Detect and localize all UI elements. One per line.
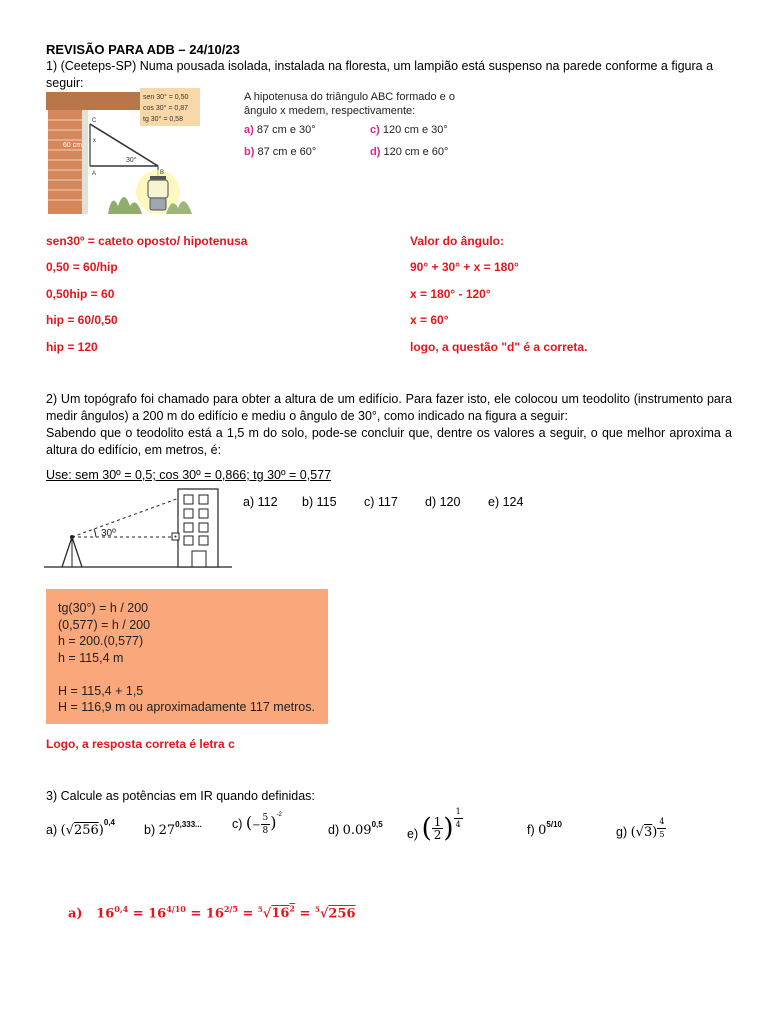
q2-statement: 2) Um topógrafo foi chamado para obter a altura de um edifício. Para fazer isto, ele colocou um teodolito (instrumento para medir ângulos) a 200 m do edifício e mediu o ângulo de 30°, como indicado na figura a seguir: xyxy=(46,392,732,423)
q1-angle-line-1: Valor do ângulo: xyxy=(410,234,505,248)
lamp-icon xyxy=(148,180,168,198)
q1-angle-line-4: x = 60° xyxy=(410,313,449,327)
x-label: x xyxy=(93,138,96,144)
q2-answer: Logo, a resposta correta é letra c xyxy=(46,737,235,751)
q3-item-c: c) (− $\frac{5}{8}$ )$^{-2}$ xyxy=(232,812,282,837)
q2-figure xyxy=(44,486,234,570)
q1-angle-line-5: logo, a questão "d" é a correta. xyxy=(410,340,588,354)
brick-wall xyxy=(48,110,82,214)
q3-item-g: g) (√3) $\frac{4}{5}$ xyxy=(616,817,665,840)
q3-solution-a: a) $16^{0,4} = 16^{4/10} = 16^{2/5} = ^5√16^2 = ^5√256$ xyxy=(68,904,356,922)
page-title: REVISÃO PARA ADB – 24/10/23 xyxy=(46,42,240,57)
q1-solution-line-3: 0,50hip = 60 xyxy=(46,287,115,301)
q1-option-d: d) 120 cm e 60° xyxy=(370,146,449,158)
q1-solution-line-5: hip = 120 xyxy=(46,340,98,354)
q3-item-b: b) $27^{0,333...}$ xyxy=(144,820,202,838)
q2-option-e: e) 124 xyxy=(488,495,524,509)
c-label: C xyxy=(92,118,97,124)
q1-solution-line-4: hip = 60/0,50 xyxy=(46,313,118,327)
q1-statement: 1) (Ceeteps-SP) Numa pousada isolada, instalada na floresta, um lampião está suspenso na parede conforme a figura a seguir: xyxy=(46,59,714,90)
q1-angle-line-2: 90° + 30° + x = 180° xyxy=(410,260,519,274)
q3-item-a: a) $(√256)^{0,4}$ xyxy=(46,818,115,838)
q2-statement-2: Sabendo que o teodolito está a 1,5 m do solo, pode-se concluir que, dentre os valores a seguir, o que melhor aproxima a altura do edifício, em metros, é: xyxy=(46,426,732,457)
q1-solution-line-2: 0,50 = 60/hip xyxy=(46,260,118,274)
angle-label: 30º xyxy=(101,528,116,539)
q1-angle-line-3: x = 180° - 120° xyxy=(410,287,491,301)
a-label: A xyxy=(92,171,97,177)
bush xyxy=(108,197,142,214)
q1-solution-line-1: sen30º = cateto oposto/ hipotenusa xyxy=(46,234,248,248)
roof xyxy=(46,92,156,110)
angle-label: 30° xyxy=(126,157,137,164)
svg-text:cos 30° = 0,87: cos 30° = 0,87 xyxy=(143,105,189,112)
q3-statement: 3) Calcule as potências em IR quando definidas: xyxy=(46,789,315,803)
q2-option-b: b) 115 xyxy=(302,495,337,509)
q1-question: A hipotenusa do triângulo ABC formado e o ângulo x medem, respectivamente: xyxy=(244,91,455,117)
q1-figure xyxy=(46,84,206,216)
q2-option-c: c) 117 xyxy=(364,495,398,509)
height-label: 60 cm xyxy=(63,142,83,149)
svg-text:sen 30° = 0,50: sen 30° = 0,50 xyxy=(143,94,189,101)
q3-item-f: f) $0^{5/10}$ xyxy=(527,820,562,838)
q2-calculation-box: tg(30°) = h / 200 (0,577) = h / 200 h = 200.(0,577) h = 115,4 m H = 115,4 + 1,5 H = 116,9 m ou aproximadamente 117 metros. xyxy=(46,589,328,724)
triangle-hypotenuse xyxy=(90,124,158,166)
svg-text:tg 30° = 0,58: tg 30° = 0,58 xyxy=(143,116,183,123)
q1-option-a: a) 87 cm e 30° xyxy=(244,124,316,136)
b-label: B xyxy=(160,170,165,176)
q2-option-d: d) 120 xyxy=(425,495,461,509)
q3-item-d: d) 0.09$^{0,5}$ xyxy=(328,820,383,838)
q1-option-c: c) 120 cm e 30° xyxy=(370,124,448,136)
q3-item-e: e) ( $\frac{1}{2}$ ) $\frac{1}{4}$ xyxy=(407,807,461,844)
q2-option-a: a) 112 xyxy=(243,495,278,509)
q1-option-b: b) 87 cm e 60° xyxy=(244,146,317,158)
q2-use-note: Use: sem 30º = 0,5; cos 30º = 0,866; tg 30º = 0,577 xyxy=(46,468,332,482)
